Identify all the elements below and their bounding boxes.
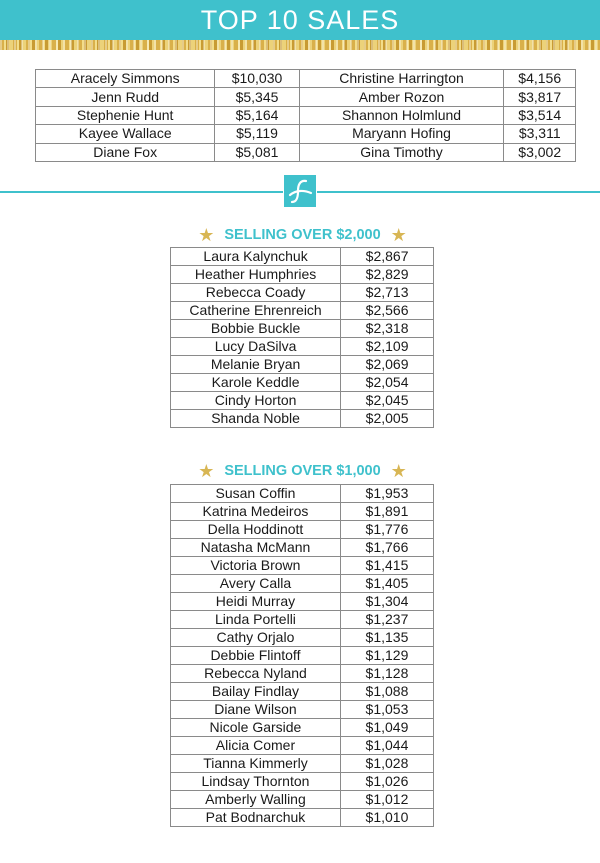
table-row (171, 320, 434, 338)
table-row (171, 755, 434, 773)
top10-table (35, 69, 576, 162)
table-row (171, 392, 434, 410)
seller-name: Tianna Kimmerly (171, 755, 341, 773)
sales-amount: $1,128 (340, 665, 433, 683)
sales-amount: $5,164 (215, 106, 299, 124)
sales-amount: $1,766 (340, 539, 433, 557)
seller-name: Amberly Walling (171, 791, 341, 809)
seller-name: Bobbie Buckle (171, 320, 341, 338)
star-icon: ★ (198, 225, 215, 245)
seller-name: Shannon Holmlund (299, 106, 504, 124)
sales-amount: $1,049 (340, 719, 433, 737)
table-row (171, 338, 434, 356)
star-icon: ★ (390, 225, 407, 245)
sales-amount: $1,405 (340, 575, 433, 593)
over1000-heading (170, 460, 435, 482)
divider-right (317, 191, 600, 193)
sales-amount: $1,415 (340, 557, 433, 575)
sales-amount: $4,156 (504, 70, 576, 88)
table-row (171, 737, 434, 755)
table-row (171, 683, 434, 701)
over2000-heading (170, 224, 435, 246)
sales-amount: $1,891 (340, 503, 433, 521)
sales-amount: $1,776 (340, 521, 433, 539)
seller-name: Rebecca Coady (171, 284, 341, 302)
seller-name: Diane Fox (36, 143, 215, 161)
sales-amount: $3,514 (504, 106, 576, 124)
table-row (171, 791, 434, 809)
seller-name: Stephenie Hunt (36, 106, 215, 124)
sales-amount: $3,002 (504, 143, 576, 161)
sales-amount: $1,012 (340, 791, 433, 809)
table-row (171, 611, 434, 629)
sales-amount: $2,829 (341, 266, 434, 284)
table-row (171, 557, 434, 575)
table-row (171, 410, 434, 428)
star-icon: ★ (390, 461, 407, 481)
seller-name: Debbie Flintoff (171, 647, 341, 665)
sales-amount: $1,026 (340, 773, 433, 791)
sales-amount: $1,129 (340, 647, 433, 665)
header-banner (0, 0, 600, 40)
seller-name: Lucy DaSilva (171, 338, 341, 356)
sales-amount: $2,109 (341, 338, 434, 356)
seller-name: Susan Coffin (171, 485, 341, 503)
seller-name: Jenn Rudd (36, 88, 215, 106)
sales-amount: $1,010 (340, 809, 433, 827)
seller-name: Kayee Wallace (36, 125, 215, 143)
table-row (171, 701, 434, 719)
table-row (171, 302, 434, 320)
seller-name: Alicia Comer (171, 737, 341, 755)
sales-amount: $3,311 (504, 125, 576, 143)
seller-name: Cathy Orjalo (171, 629, 341, 647)
sales-amount: $3,817 (504, 88, 576, 106)
seller-name: Bailay Findlay (171, 683, 341, 701)
star-icon: ★ (198, 461, 215, 481)
seller-name: Catherine Ehrenreich (171, 302, 341, 320)
table-row (171, 593, 434, 611)
over2000-table (170, 247, 434, 428)
sales-amount: $1,953 (340, 485, 433, 503)
sales-amount: $5,081 (215, 143, 299, 161)
gold-glitter-strip (0, 40, 600, 50)
seller-name: Shanda Noble (171, 410, 341, 428)
sales-amount: $2,054 (341, 374, 434, 392)
seller-name: Natasha McMann (171, 539, 341, 557)
table-row (36, 125, 576, 143)
table-row (36, 143, 576, 161)
seller-name: Melanie Bryan (171, 356, 341, 374)
seller-name: Rebecca Nyland (171, 665, 341, 683)
divider-left (0, 191, 283, 193)
seller-name: Della Hoddinott (171, 521, 341, 539)
sales-amount: $1,028 (340, 755, 433, 773)
table-row (171, 284, 434, 302)
table-row (171, 356, 434, 374)
table-row (36, 88, 576, 106)
table-row (171, 266, 434, 284)
sales-amount: $5,345 (215, 88, 299, 106)
table-row (171, 575, 434, 593)
sales-amount: $1,044 (340, 737, 433, 755)
table-row (171, 521, 434, 539)
seller-name: Nicole Garside (171, 719, 341, 737)
seller-name: Lindsay Thornton (171, 773, 341, 791)
table-row (171, 248, 434, 266)
seller-name: Gina Timothy (299, 143, 504, 161)
table-row (36, 70, 576, 88)
seller-name: Avery Calla (171, 575, 341, 593)
seller-name: Diane Wilson (171, 701, 341, 719)
sales-amount: $2,005 (341, 410, 434, 428)
sales-amount: $10,030 (215, 70, 299, 88)
seller-name: Laura Kalynchuk (171, 248, 341, 266)
table-row (171, 809, 434, 827)
seller-name: Victoria Brown (171, 557, 341, 575)
table-row (171, 374, 434, 392)
seller-name: Christine Harrington (299, 70, 504, 88)
table-row (171, 665, 434, 683)
over2000-title: SELLING OVER $2,000 (224, 227, 381, 243)
table-row (171, 719, 434, 737)
sales-amount: $1,053 (340, 701, 433, 719)
table-row (171, 485, 434, 503)
sales-amount: $5,119 (215, 125, 299, 143)
table-row (171, 647, 434, 665)
seller-name: Katrina Medeiros (171, 503, 341, 521)
seller-name: Aracely Simmons (36, 70, 215, 88)
over1000-title: SELLING OVER $1,000 (224, 463, 381, 479)
page-title: TOP 10 SALES (200, 4, 400, 35)
table-row (171, 629, 434, 647)
sales-amount: $1,135 (340, 629, 433, 647)
sales-amount: $1,088 (340, 683, 433, 701)
table-row (171, 503, 434, 521)
table-row (171, 773, 434, 791)
sales-amount: $2,069 (341, 356, 434, 374)
seller-name: Amber Rozon (299, 88, 504, 106)
seller-name: Linda Portelli (171, 611, 341, 629)
over1000-table (170, 484, 434, 827)
seller-name: Cindy Horton (171, 392, 341, 410)
table-row (36, 106, 576, 124)
sales-amount: $2,566 (341, 302, 434, 320)
seller-name: Pat Bodnarchuk (171, 809, 341, 827)
sales-amount: $2,713 (341, 284, 434, 302)
seller-name: Karole Keddle (171, 374, 341, 392)
sales-amount: $1,237 (340, 611, 433, 629)
sales-amount: $2,318 (341, 320, 434, 338)
sales-amount: $2,045 (341, 392, 434, 410)
seller-name: Maryann Hofing (299, 125, 504, 143)
seller-name: Heather Humphries (171, 266, 341, 284)
sales-amount: $1,304 (340, 593, 433, 611)
sales-amount: $2,867 (341, 248, 434, 266)
seller-name: Heidi Murray (171, 593, 341, 611)
script-f-logo-icon (284, 175, 316, 207)
table-row (171, 539, 434, 557)
